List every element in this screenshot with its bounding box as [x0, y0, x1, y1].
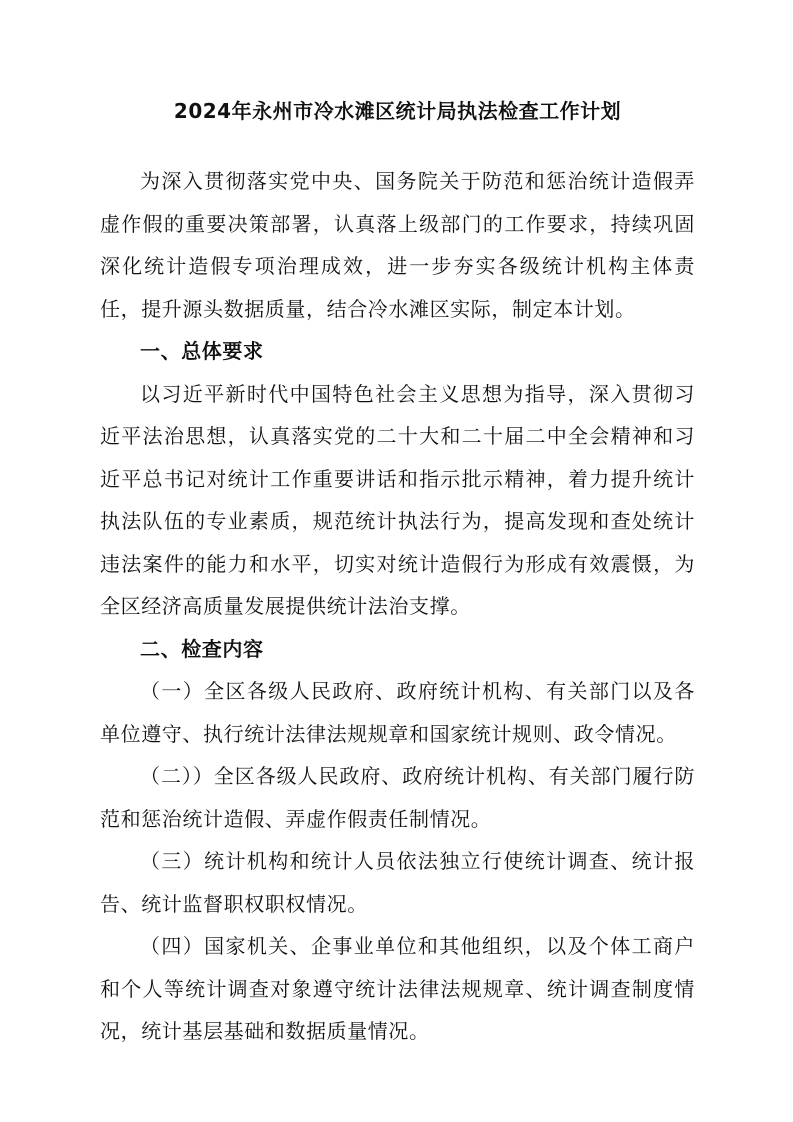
section-heading-general-requirements: 一、总体要求: [140, 339, 264, 363]
document-title: 2024年永州市冷水滩区统计局执法检查工作计划: [173, 99, 622, 123]
inspection-item-2: （二））全区各级人民政府、政府统计机构、有关部门履行防范和惩治统计造假、弄虚作假责任制情况。: [100, 764, 695, 831]
inspection-item-1: （一）全区各级人民政府、政府统计机构、有关部门以及各单位遵守、执行统计法律法规规章和国家统计规则、政令情况。: [100, 679, 695, 746]
inspection-item-4: （四）国家机关、企事业单位和其他组织，以及个体工商户和个人等统计调查对象遵守统计法律法规规章、统计调查制度情况，统计基层基础和数据质量情况。: [100, 934, 695, 1043]
section-heading-inspection-content: 二、检查内容: [140, 636, 264, 661]
intro-paragraph: 为深入贯彻落实党中央、国务院关于防范和惩治统计造假弄虚作假的重要决策部署，认真落上级部门的工作要求，持续巩固深化统计造假专项治理成效，进一步夯实各级统计机构主体责任，提升源头数据质量，结合冷水滩区实际，制定本计划。: [100, 169, 695, 321]
inspection-item-3: （三）统计机构和统计人员依法独立行使统计调查、统计报告、统计监督职权职权情况。: [100, 849, 695, 916]
general-requirements-paragraph: 以习近平新时代中国特色社会主义思想为指导，深入贯彻习近平法治思想，认真落实党的二十大和二十届二中全会精神和习近平总书记对统计工作重要讲话和指示批示精神，着力提升统计执法队伍的专业素质，规范统计执法行为，提高发现和查处统计违法案件的能力和水平，切实对统计造假行为形成有效震慑，为全区经济高质量发展提供统计法治支撑。: [100, 381, 695, 618]
